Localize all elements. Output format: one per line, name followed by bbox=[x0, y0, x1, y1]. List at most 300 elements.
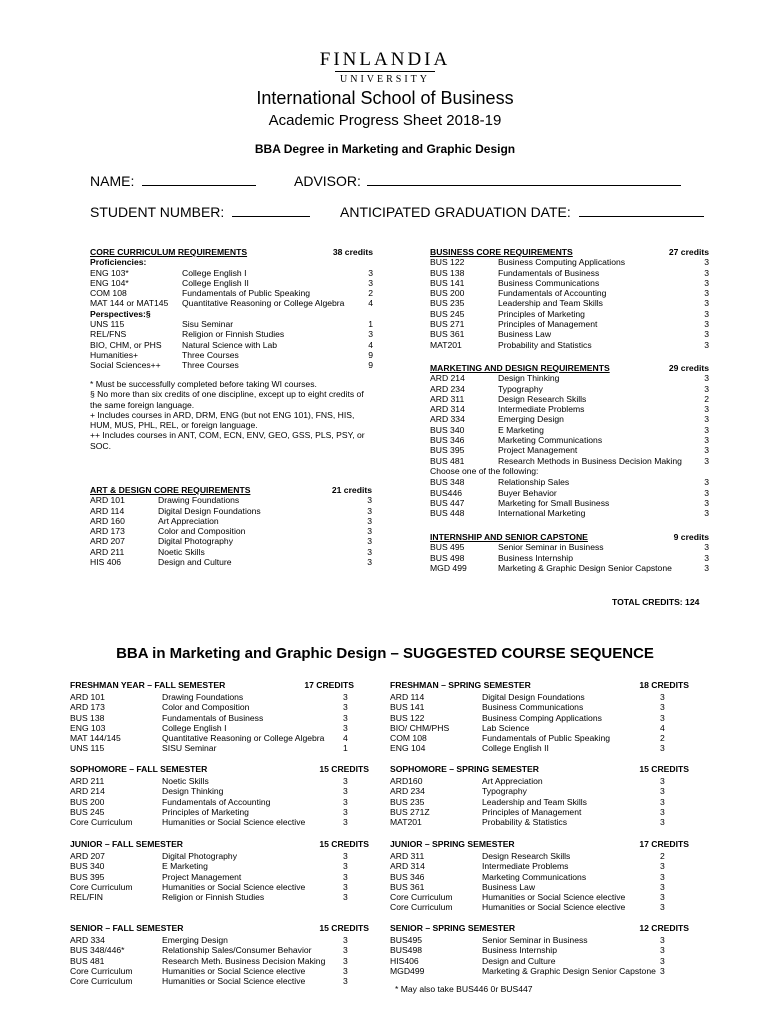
section-credits: 29 credits bbox=[668, 363, 709, 373]
perspectives-list bbox=[90, 319, 373, 370]
course-credits: 3 bbox=[368, 267, 373, 278]
course-row bbox=[390, 807, 689, 817]
course-row bbox=[430, 319, 709, 329]
course-name: Marketing Communications bbox=[498, 435, 603, 446]
course-name: Art Appreciation bbox=[158, 515, 219, 526]
course-name: Intermediate Problems bbox=[482, 861, 569, 872]
course-credits: 3 bbox=[704, 435, 709, 446]
graduation-date-field[interactable] bbox=[340, 203, 704, 220]
course-row bbox=[390, 966, 689, 976]
course-name: Principles of Marketing bbox=[498, 308, 585, 319]
internship-list bbox=[430, 542, 709, 573]
course-name: Business Internship bbox=[482, 945, 557, 956]
course-credits: 3 bbox=[343, 692, 348, 702]
course-name: Digital Photography bbox=[158, 536, 234, 547]
course-name: International Marketing bbox=[498, 508, 586, 519]
course-row bbox=[390, 861, 689, 871]
course-name: Design Thinking bbox=[162, 786, 224, 797]
advisor-field[interactable] bbox=[294, 172, 681, 189]
course-credits: 3 bbox=[660, 955, 665, 966]
course-name: Intermediate Problems bbox=[498, 404, 585, 415]
course-row bbox=[430, 278, 709, 288]
course-name: Marketing Communications bbox=[482, 871, 587, 882]
course-code: Humanities+ bbox=[90, 349, 139, 360]
course-credits: 3 bbox=[704, 319, 709, 330]
course-row bbox=[70, 723, 354, 733]
name-field[interactable] bbox=[90, 172, 256, 189]
course-row bbox=[70, 786, 369, 796]
course-credits: 3 bbox=[660, 935, 665, 945]
course-row bbox=[390, 902, 689, 912]
course-credits: 3 bbox=[367, 526, 372, 537]
marketing-design-list bbox=[430, 373, 709, 466]
course-code: BIO, CHM, or PHS bbox=[90, 339, 162, 350]
course-row bbox=[70, 882, 369, 892]
course-code: Core Curriculum bbox=[70, 817, 133, 828]
sequence-footnote: * May also take BUS446 0r BUS447 bbox=[395, 984, 533, 994]
course-credits: 3 bbox=[367, 515, 372, 526]
page-title: International School of Business bbox=[256, 88, 514, 108]
course-credits: 3 bbox=[704, 308, 709, 319]
footnote-line: ++ Includes courses in ANT, COM, ECN, ENV, GEO, GSS, PLS, PSY, or bbox=[90, 430, 365, 441]
course-code: BUS 361 bbox=[390, 881, 425, 892]
course-name: College English II bbox=[182, 277, 249, 288]
course-code: Core Curriculum bbox=[390, 902, 453, 913]
course-code: BUS 447 bbox=[430, 497, 465, 508]
course-row bbox=[430, 553, 709, 563]
course-name: Buyer Behavior bbox=[498, 487, 557, 498]
course-name: Digital Design Foundations bbox=[482, 692, 585, 702]
course-row bbox=[430, 425, 709, 435]
course-credits: 3 bbox=[660, 902, 665, 913]
course-code: COM 108 bbox=[390, 733, 427, 744]
course-credits: 2 bbox=[660, 733, 665, 744]
course-credits: 9 bbox=[368, 349, 373, 360]
course-credits: 3 bbox=[704, 329, 709, 340]
section-title: CORE CURRICULUM REQUIREMENTS bbox=[90, 247, 248, 257]
course-code: ARD 101 bbox=[90, 495, 125, 506]
course-credits: 3 bbox=[704, 424, 709, 435]
semester-heading bbox=[70, 764, 369, 776]
student-number-field[interactable] bbox=[90, 203, 310, 220]
semester-junior-spring bbox=[390, 839, 689, 913]
course-row bbox=[70, 733, 354, 743]
footnote-line: + Includes courses in ARD, DRM, ENG (but not ENG 101), FNS, HIS, bbox=[90, 409, 355, 420]
graduation-date-label: ANTICIPATED GRADUATION DATE: bbox=[340, 204, 571, 220]
course-credits: 3 bbox=[704, 277, 709, 288]
course-row bbox=[90, 288, 373, 298]
course-credits: 3 bbox=[660, 702, 665, 713]
course-name: Senior Seminar in Business bbox=[482, 935, 588, 945]
course-row bbox=[90, 360, 373, 370]
course-credits: 3 bbox=[704, 477, 709, 488]
course-name: Design and Culture bbox=[482, 955, 556, 966]
course-code: MAT 144 or MAT145 bbox=[90, 298, 169, 309]
semester-heading bbox=[390, 680, 689, 692]
course-code: COM 108 bbox=[90, 288, 127, 299]
course-name: Noetic Skills bbox=[162, 776, 209, 786]
course-row bbox=[70, 892, 369, 902]
semester-heading bbox=[70, 680, 354, 692]
course-code: ARD 311 bbox=[430, 393, 465, 404]
course-name: E Marketing bbox=[162, 861, 208, 872]
semester-title: SOPHOMORE – SPRING SEMESTER bbox=[390, 764, 539, 774]
course-code: Core Curriculum bbox=[70, 965, 133, 976]
course-row bbox=[390, 702, 689, 712]
course-name: Research Meth. Business Decision Making bbox=[162, 955, 326, 966]
course-name: Design Thinking bbox=[498, 373, 560, 384]
course-name: Religion or Finnish Studies bbox=[162, 892, 265, 903]
course-row bbox=[390, 692, 689, 702]
course-code: ARD 173 bbox=[90, 526, 125, 537]
course-code: ARD 101 bbox=[70, 692, 105, 702]
course-name: Relationship Sales/Consumer Behavior bbox=[162, 945, 312, 956]
course-name: Fundamentals of Business bbox=[162, 712, 264, 723]
course-row bbox=[430, 309, 709, 319]
course-code: REL/FIN bbox=[70, 892, 103, 903]
semester-credits: 15 CREDITS bbox=[319, 923, 369, 933]
course-name: Lab Science bbox=[482, 722, 530, 733]
course-name: Drawing Foundations bbox=[158, 495, 240, 506]
course-credits: 1 bbox=[343, 743, 348, 754]
course-code: Core Curriculum bbox=[70, 881, 133, 892]
course-credits: 3 bbox=[660, 817, 665, 828]
course-credits: 3 bbox=[704, 414, 709, 425]
course-credits: 3 bbox=[367, 557, 372, 568]
course-row bbox=[70, 807, 369, 817]
art-design-list bbox=[90, 495, 372, 567]
course-code: HIS406 bbox=[390, 955, 419, 966]
footnotes bbox=[90, 379, 390, 451]
course-name: Project Management bbox=[498, 445, 578, 456]
course-name: Design Research Skills bbox=[498, 393, 587, 404]
course-row bbox=[430, 488, 709, 498]
course-code: BUS446 bbox=[430, 487, 463, 498]
course-row bbox=[90, 516, 372, 526]
course-name: Typography bbox=[482, 786, 527, 797]
course-name: Business Internship bbox=[498, 552, 573, 563]
course-name: Color and Composition bbox=[158, 526, 246, 537]
semester-title: FRESHMAN YEAR – FALL SEMESTER bbox=[70, 680, 226, 690]
course-row bbox=[390, 797, 689, 807]
course-row bbox=[390, 945, 689, 955]
course-credits: 3 bbox=[660, 796, 665, 807]
course-row bbox=[90, 506, 372, 516]
course-credits: 3 bbox=[704, 288, 709, 299]
course-code: BUS 346 bbox=[390, 871, 425, 882]
course-credits: 3 bbox=[343, 722, 348, 733]
name-blank[interactable] bbox=[142, 172, 256, 186]
course-row bbox=[70, 692, 354, 702]
footnote-line: the same foreign language. bbox=[90, 399, 195, 410]
course-row bbox=[390, 851, 689, 861]
semester-credits: 17 CREDITS bbox=[304, 680, 354, 690]
course-row bbox=[90, 329, 373, 339]
course-row bbox=[90, 298, 373, 308]
course-credits: 3 bbox=[343, 892, 348, 903]
course-name: Probability and Statistics bbox=[498, 339, 592, 350]
course-name: Fundamentals of Public Speaking bbox=[482, 733, 611, 744]
course-credits: 3 bbox=[343, 881, 348, 892]
course-row bbox=[430, 563, 709, 573]
semester-credits: 18 CREDITS bbox=[639, 680, 689, 690]
core-curriculum-block bbox=[90, 247, 373, 371]
course-code: MGD499 bbox=[390, 965, 425, 976]
course-credits: 3 bbox=[343, 786, 348, 797]
course-name: Humanities or Social Science elective bbox=[482, 892, 626, 903]
course-name: Principles of Management bbox=[482, 806, 582, 817]
footnote-line: * Must be successfully completed before taking WI courses. bbox=[90, 379, 317, 389]
course-row bbox=[390, 882, 689, 892]
semester-junior-fall bbox=[70, 839, 369, 902]
semester-title: SENIOR – FALL SEMESTER bbox=[70, 923, 184, 933]
internship-heading bbox=[430, 532, 709, 542]
course-name: Sisu Seminar bbox=[182, 319, 234, 330]
course-row bbox=[70, 851, 369, 861]
semester-freshman-fall bbox=[70, 680, 354, 754]
course-credits: 4 bbox=[368, 339, 373, 350]
course-code: BUS 138 bbox=[70, 712, 105, 723]
course-credits: 3 bbox=[367, 505, 372, 516]
course-name: Emerging Design bbox=[498, 414, 564, 425]
semester-title: JUNIOR – FALL SEMESTER bbox=[70, 839, 184, 849]
course-credits: 3 bbox=[367, 495, 372, 506]
course-credits: 3 bbox=[660, 965, 665, 976]
footnote-line: HUM, MUS, PHL, REL, or foreign language. bbox=[90, 420, 258, 431]
course-code: ARD 114 bbox=[90, 505, 125, 516]
course-code: BUS 340 bbox=[430, 424, 465, 435]
marketing-design-block bbox=[430, 363, 709, 518]
advisor-blank[interactable] bbox=[367, 172, 681, 186]
course-credits: 3 bbox=[660, 871, 665, 882]
course-code: HIS 406 bbox=[90, 557, 122, 568]
course-code: ARD 207 bbox=[90, 536, 125, 547]
course-name: Digital Photography bbox=[162, 851, 238, 861]
course-credits: 3 bbox=[660, 881, 665, 892]
course-code: ENG 104 bbox=[390, 743, 426, 754]
course-credits: 3 bbox=[704, 267, 709, 278]
course-name: Senior Seminar in Business bbox=[498, 542, 604, 553]
course-code: BUS 495 bbox=[430, 542, 465, 553]
course-row bbox=[430, 445, 709, 455]
course-name: Typography bbox=[498, 383, 543, 394]
course-row bbox=[90, 536, 372, 546]
course-name: Humanities or Social Science elective bbox=[162, 881, 306, 892]
course-name: College English I bbox=[162, 722, 227, 733]
course-credits: 3 bbox=[660, 712, 665, 723]
course-name: Leadership and Team Skills bbox=[498, 298, 603, 309]
course-credits: 3 bbox=[343, 702, 348, 713]
course-row bbox=[70, 956, 369, 966]
section-title: BUSINESS CORE REQUIREMENTS bbox=[430, 247, 573, 257]
course-credits: 3 bbox=[660, 743, 665, 754]
section-credits: 21 credits bbox=[331, 485, 372, 495]
student-number-blank[interactable] bbox=[232, 203, 310, 217]
semester-heading bbox=[70, 923, 369, 935]
course-code: ARD 234 bbox=[430, 383, 465, 394]
course-name: Design and Culture bbox=[158, 557, 232, 568]
logo-wordmark: FINLANDIA bbox=[319, 49, 451, 70]
business-core-block bbox=[430, 247, 709, 350]
course-name: Digital Design Foundations bbox=[158, 505, 261, 516]
course-code: BUS 235 bbox=[390, 796, 425, 807]
course-row bbox=[90, 268, 373, 278]
advisor-label: ADVISOR: bbox=[294, 173, 361, 189]
course-row bbox=[430, 298, 709, 308]
course-credits: 3 bbox=[343, 776, 348, 786]
course-row bbox=[70, 872, 369, 882]
art-design-block bbox=[90, 485, 372, 567]
course-row bbox=[430, 384, 709, 394]
course-row bbox=[90, 319, 373, 329]
section-title: INTERNSHIP AND SENIOR CAPSTONE bbox=[430, 532, 588, 542]
course-code: BUS 235 bbox=[430, 298, 465, 309]
course-code: BUS 361 bbox=[430, 329, 465, 340]
course-code: Core Curriculum bbox=[390, 892, 453, 903]
course-row bbox=[430, 268, 709, 278]
total-credits: TOTAL CREDITS: 124 bbox=[612, 597, 700, 607]
course-row bbox=[70, 945, 369, 955]
course-code: BUS 481 bbox=[430, 455, 465, 466]
course-row bbox=[430, 257, 709, 267]
course-code: BUS 271 bbox=[430, 319, 465, 330]
semester-credits: 15 CREDITS bbox=[319, 764, 369, 774]
course-name: Marketing & Graphic Design Senior Capstone bbox=[498, 562, 672, 573]
course-credits: 3 bbox=[343, 955, 348, 966]
course-credits: 3 bbox=[343, 935, 348, 945]
footnote-line: SOC. bbox=[90, 440, 112, 451]
semester-heading bbox=[390, 764, 689, 776]
course-credits: 3 bbox=[704, 257, 709, 268]
course-code: BUS 138 bbox=[430, 267, 465, 278]
course-credits: 3 bbox=[704, 542, 709, 553]
course-code: ARD 314 bbox=[430, 404, 465, 415]
course-code: ARD 314 bbox=[390, 861, 425, 872]
course-code: BUS498 bbox=[390, 945, 423, 956]
course-code: UNS 115 bbox=[70, 743, 105, 754]
course-credits: 3 bbox=[660, 945, 665, 956]
course-credits: 3 bbox=[660, 892, 665, 903]
course-code: ARD 211 bbox=[70, 776, 105, 786]
course-credits: 9 bbox=[368, 360, 373, 371]
course-credits: 3 bbox=[704, 552, 709, 563]
course-name: Business Law bbox=[482, 881, 536, 892]
course-code: BUS 481 bbox=[70, 955, 105, 966]
course-row bbox=[390, 743, 689, 753]
course-row bbox=[390, 892, 689, 902]
semester-sophomore-fall bbox=[70, 764, 369, 827]
course-row bbox=[70, 861, 369, 871]
course-name: Fundamentals of Accounting bbox=[162, 796, 271, 807]
logo-subtitle: UNIVERSITY bbox=[340, 74, 430, 85]
course-name: Project Management bbox=[162, 871, 242, 882]
course-name: Marketing for Small Business bbox=[498, 497, 610, 508]
course-name: Business Computing Applications bbox=[498, 257, 626, 268]
course-code: BUS 245 bbox=[430, 308, 465, 319]
semester-heading bbox=[390, 839, 689, 851]
course-credits: 2 bbox=[368, 288, 373, 299]
course-credits: 3 bbox=[704, 508, 709, 519]
course-code: BUS 141 bbox=[390, 702, 425, 713]
course-code: ARD 234 bbox=[390, 786, 425, 797]
course-row bbox=[430, 508, 709, 518]
semester-title: FRESHMAN – SPRING SEMESTER bbox=[390, 680, 531, 690]
core-curriculum-heading bbox=[90, 247, 373, 257]
course-code: BUS 448 bbox=[430, 508, 465, 519]
graduation-date-blank[interactable] bbox=[579, 203, 704, 217]
course-name: Business Communications bbox=[482, 702, 584, 713]
course-name: Fundamentals of Accounting bbox=[498, 288, 607, 299]
course-credits: 3 bbox=[343, 861, 348, 872]
course-row bbox=[430, 456, 709, 466]
course-name: Fundamentals of Public Speaking bbox=[182, 288, 311, 299]
course-credits: 3 bbox=[660, 786, 665, 797]
course-row bbox=[430, 329, 709, 339]
section-title: ART & DESIGN CORE REQUIREMENTS bbox=[90, 485, 251, 495]
course-name: SISU Seminar bbox=[162, 743, 217, 754]
course-name: Probability & Statistics bbox=[482, 817, 568, 828]
course-row bbox=[430, 542, 709, 552]
course-code: BIO/ CHM/PHS bbox=[390, 722, 450, 733]
course-credits: 3 bbox=[704, 562, 709, 573]
semester-credits: 15 CREDITS bbox=[319, 839, 369, 849]
course-name: Art Appreciation bbox=[482, 776, 543, 786]
course-row bbox=[390, 733, 689, 743]
course-name: Humanities or Social Science elective bbox=[162, 965, 306, 976]
course-row bbox=[70, 935, 369, 945]
course-row bbox=[70, 702, 354, 712]
semester-title: JUNIOR – SPRING SEMESTER bbox=[390, 839, 515, 849]
course-code: REL/FNS bbox=[90, 329, 127, 340]
course-code: MAT201 bbox=[430, 339, 462, 350]
degree-heading: BBA Degree in Marketing and Graphic Design bbox=[254, 142, 516, 156]
course-code: ARD 334 bbox=[70, 935, 105, 945]
course-credits: 3 bbox=[704, 298, 709, 309]
course-credits: 4 bbox=[343, 733, 348, 744]
semester-credits: 17 CREDITS bbox=[639, 839, 689, 849]
course-credits: 3 bbox=[704, 373, 709, 384]
course-row bbox=[90, 557, 372, 567]
course-code: ENG 103 bbox=[70, 722, 106, 733]
choose-one-label: Choose one of the following: bbox=[430, 465, 539, 476]
course-row bbox=[430, 498, 709, 508]
section-title: MARKETING AND DESIGN REQUIREMENTS bbox=[430, 363, 610, 373]
course-credits: 3 bbox=[704, 404, 709, 415]
course-credits: 3 bbox=[704, 497, 709, 508]
course-row bbox=[70, 966, 369, 976]
course-name: Natural Science with Lab bbox=[182, 339, 278, 350]
course-name: Quantitative Reasoning or College Algebra bbox=[182, 298, 345, 309]
course-code: Social Sciences++ bbox=[90, 360, 161, 371]
course-row bbox=[430, 477, 709, 487]
course-credits: 3 bbox=[660, 861, 665, 872]
course-name: Principles of Management bbox=[498, 319, 598, 330]
course-row bbox=[430, 404, 709, 414]
course-name: Quantitative Reasoning or College Algebra bbox=[162, 733, 325, 744]
course-row bbox=[390, 723, 689, 733]
course-code: ARD 214 bbox=[70, 786, 105, 797]
course-name: Religion or Finnish Studies bbox=[182, 329, 285, 340]
course-name: Research Methods in Business Decision Making bbox=[498, 455, 682, 466]
course-credits: 3 bbox=[343, 871, 348, 882]
course-code: Core Curriculum bbox=[70, 976, 133, 987]
course-name: Principles of Marketing bbox=[162, 806, 249, 817]
course-row bbox=[430, 340, 709, 350]
course-row bbox=[70, 976, 369, 986]
course-credits: 3 bbox=[343, 712, 348, 723]
course-code: BUS 340 bbox=[70, 861, 105, 872]
course-row bbox=[90, 278, 373, 288]
